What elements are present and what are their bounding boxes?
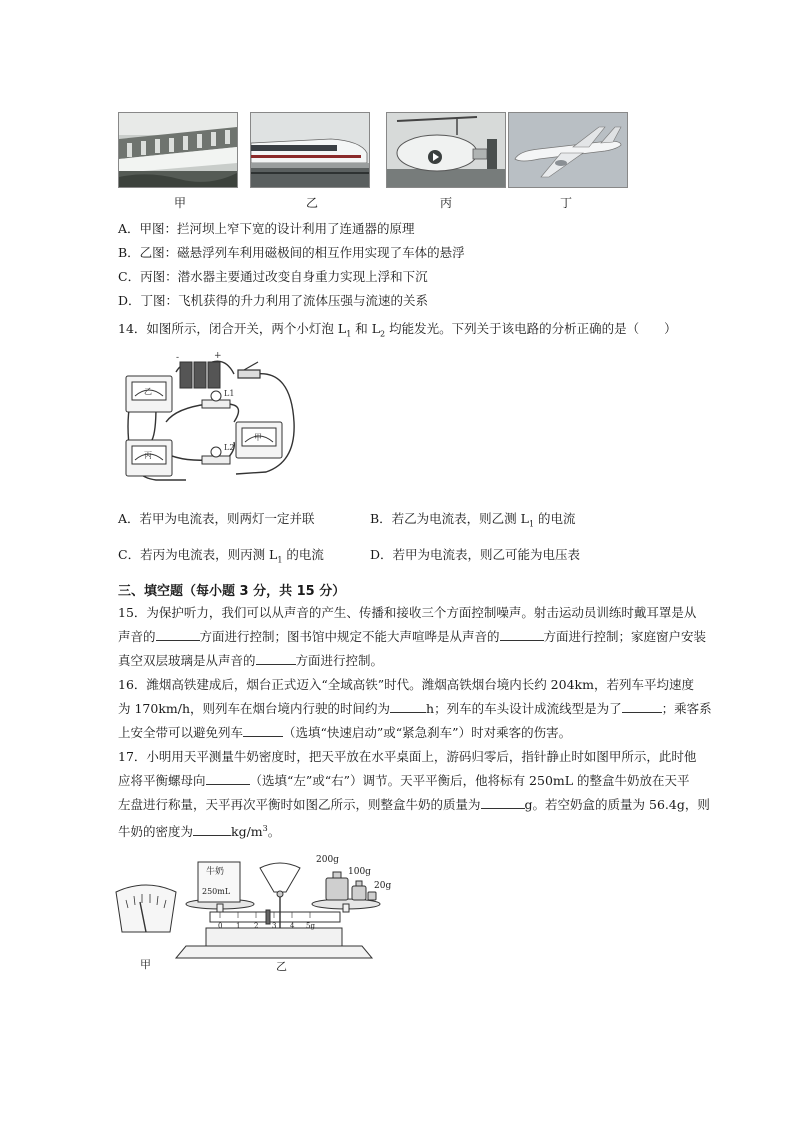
q17-line-4: 牛奶的密度为 $kg/m^3$。 (118, 824, 281, 840)
weight-100g-label: 100g (348, 867, 371, 877)
q13-option-c: C．丙图：潜水器主要通过改变自身重力实现上浮和下沉 (118, 269, 428, 284)
maglev-train-photo (250, 112, 370, 188)
weight-20g-label: 20g (374, 881, 392, 891)
q13-option-a: A．甲图：拦河坝上窄下宽的设计利用了连通器的原理 (118, 221, 415, 236)
lamp-l1-label: L1 (224, 389, 235, 398)
q16-line-1: 16．潍烟高铁建成后，烟台正式迈入“全域高铁”时代。潍烟高铁烟台境内长约 204km，若列车平均速度 (118, 677, 694, 692)
q17-line-1: 17．小明用天平测量牛奶密度时，把天平放在水平桌面上，游码归零后，指针静止时如图甲所示，此时他 (118, 749, 697, 764)
q17-blank-3[interactable] (193, 823, 231, 836)
q16-line-3: 上安全带可以避免列车 （选填“快速启动”或“紧急刹车”）时对乘客的伤害。 (118, 725, 572, 740)
q14-option-d: D．若甲为电流表，则乙可能为电压表 (370, 547, 581, 562)
q17-blank-2[interactable] (481, 796, 525, 809)
airplane-photo (508, 112, 628, 188)
battery-minus: - (176, 353, 180, 363)
scale-tick-3: 3 (272, 922, 277, 930)
q14-stem: 14．如图所示，闭合开关，两个小灯泡 $L_1$ 和 $L_2$ 均能发光。下列关于该电路的分析正确的是（ ） (118, 321, 677, 339)
scale-tick-4: 4 (290, 922, 295, 930)
photo-caption-ding: 丁 (560, 196, 573, 210)
q15-blank-2[interactable] (500, 628, 544, 641)
meter-bing-label: 丙 (144, 451, 152, 460)
q15-blank-1[interactable] (156, 628, 200, 641)
battery-plus: + (214, 352, 222, 361)
q15-line-3: 真空双层玻璃是从声音的 方面进行控制。 (118, 653, 384, 668)
milk-label: 牛奶 (206, 867, 225, 877)
milk-volume-label: 250mL (202, 887, 231, 896)
caption-yi: 乙 (276, 960, 287, 973)
scale-tick-5: 5g (306, 922, 315, 930)
q13-option-b: B．乙图：磁悬浮列车利用磁极间的相互作用实现了车体的悬浮 (118, 245, 465, 260)
weight-200g-label: 200g (316, 855, 339, 865)
meter-yi-label: 乙 (144, 387, 152, 396)
q16-blank-2[interactable] (622, 700, 662, 713)
lamp-l2-label: L2 (224, 443, 235, 452)
q15-blank-3[interactable] (256, 652, 296, 665)
q14-option-c: C．若丙为电流表，则丙测 $L_1$ 的电流 (118, 547, 324, 565)
q17-blank-1[interactable] (206, 772, 250, 785)
section-heading: 三、填空题（每小题 3 分，共 15 分） (118, 584, 346, 599)
scale-tick-0: 0 (218, 922, 223, 930)
q16-blank-1[interactable] (390, 700, 426, 713)
q16-line-2: 为 170km/h，则列车在烟台境内行驶的时间约为 h；列车的车头设计成流线型是为了 ；乘客系 (118, 701, 712, 716)
q14-option-a: A．若甲为电流表，则两灯一定并联 (118, 511, 315, 526)
photo-caption-bing: 丙 (440, 196, 453, 210)
q15-line-1: 15．为保护听力，我们可以从声音的产生、传播和接收三个方面控制噪声。射击运动员训练时戴耳罩是从 (118, 605, 697, 620)
q14-option-b: B．若乙为电流表，则乙测 $L_1$ 的电流 (370, 511, 576, 529)
circuit-diagram (116, 352, 306, 487)
balance-figure (110, 848, 410, 974)
q17-line-2: 应将平衡螺母向 （选填“左”或“右”）调节。天平平衡后，他将标有 250mL 的整盒牛奶放在天平 (118, 773, 690, 788)
caption-jia: 甲 (140, 958, 151, 971)
dam-photo (118, 112, 238, 188)
scale-tick-1: 1 (236, 922, 241, 930)
q16-blank-3[interactable] (243, 724, 283, 737)
photo-caption-yi: 乙 (306, 196, 319, 210)
q17-line-3: 左盘进行称量，天平再次平衡时如图乙所示，则整盒牛奶的质量为 g。若空奶盒的质量为 56.4g，则 (118, 797, 710, 812)
pointer-dial-icon (116, 885, 176, 932)
meter-jia-label: 甲 (254, 433, 262, 442)
q15-line-2: 声音的 方面进行控制；图书馆中规定不能大声喧哗是从声音的 方面进行控制；家庭窗户安装 (118, 629, 707, 644)
scale-tick-2: 2 (254, 922, 259, 930)
submersible-photo (386, 112, 506, 188)
photo-caption-jia: 甲 (174, 196, 187, 210)
q13-option-d: D．丁图：飞机获得的升力利用了流体压强与流速的关系 (118, 293, 429, 308)
